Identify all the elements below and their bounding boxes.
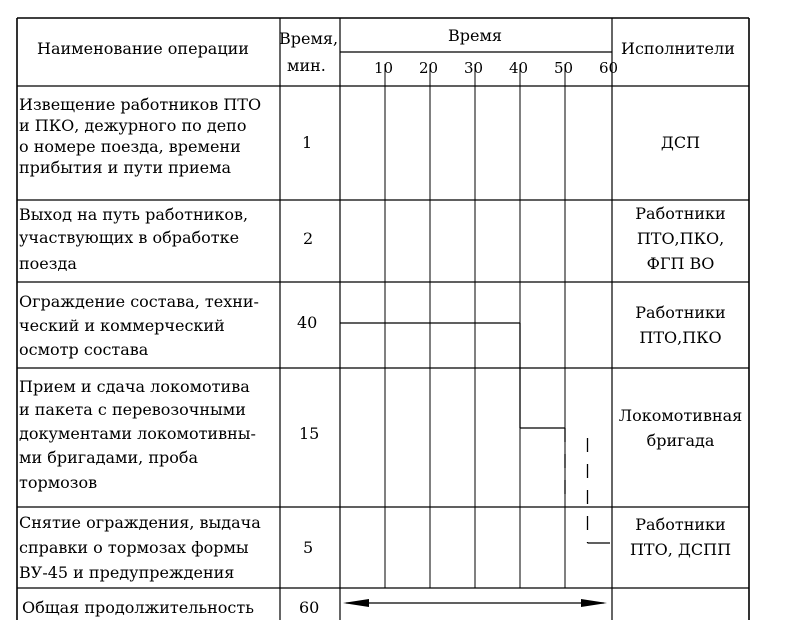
row-3-operation-line-2: ческий и коммерческий [19,316,225,335]
row-1-operation-line-4: прибытия и пути приема [19,158,232,177]
row-4-operation-line-4: ми бригадами, проба [19,448,199,467]
row-1-operation-line-2: и ПКО, дежурного по депо [19,116,247,135]
row-5-performer-line-2: ПТО, ДСПП [629,540,732,559]
total-duration: 60 [299,598,320,617]
row-2-performer-line-1: Работники [635,204,726,223]
timeline-tick-30: 30 [464,59,484,77]
row-5-operation-line-1: Снятие ограждения, выдача [19,513,261,532]
row-4-operation-line-5: тормозов [19,473,98,492]
row-2-performer-line-3: ФГП ВО [646,254,715,273]
timeline-tick-40: 40 [509,59,529,77]
row-5-operation-line-3: ВУ-45 и предупреждения [19,563,235,582]
header-performers: Исполнители [621,39,735,58]
timeline-tick-10: 10 [374,59,394,77]
row-4-operation-line-3: документами локомотивны- [19,424,256,443]
timeline-tick-20: 20 [419,59,439,77]
row-4-performer-line-2: бригада [646,431,715,450]
row-2-operation-line-2: участвующих в обработке [19,228,240,247]
row-4-duration: 15 [299,424,320,443]
row-3-performer-line-2: ПТО,ПКО [639,328,722,347]
header-duration-bottom: мин. [287,56,326,75]
header-operation: Наименование операции [37,39,249,58]
row-4-operation-line-1: Прием и сдача локомотива [19,377,250,396]
header-timeline: Время [448,26,503,45]
row-1-performer-line-1: ДСП [660,133,701,152]
row-5-duration: 5 [303,538,314,557]
row-4-performer-line-1: Локомотивная [618,406,743,425]
row-1-duration: 1 [302,133,313,152]
header-duration-top: Время, [279,29,339,48]
total-arrow-head-right [581,599,607,607]
timeline-tick-50: 50 [554,59,574,77]
total-label: Общая продолжительность [22,598,254,617]
row-2-performer-line-2: ПТО,ПКО, [636,229,725,248]
row-2-duration: 2 [303,229,314,248]
total-arrow-head-left [343,599,369,607]
row-3-duration: 40 [297,313,318,332]
row-3-operation-line-1: Ограждение состава, техни- [19,292,259,311]
row-3-performer-line-1: Работники [635,303,726,322]
row-5-performer-line-1: Работники [635,515,726,534]
row-1-operation-line-1: Извещение работников ПТО [19,95,262,114]
row-1-operation-line-3: о номере поезда, времени [19,137,241,156]
row-4-operation-line-2: и пакета с перевозочными [19,400,246,419]
timeline-tick-60: 60 [599,59,619,77]
row-3-operation-line-3: осмотр состава [19,340,149,359]
row-2-operation-line-3: поезда [19,254,77,273]
row-5-operation-line-2: справки о тормозах формы [19,538,249,557]
row-2-operation-line-1: Выход на путь работников, [19,205,249,224]
